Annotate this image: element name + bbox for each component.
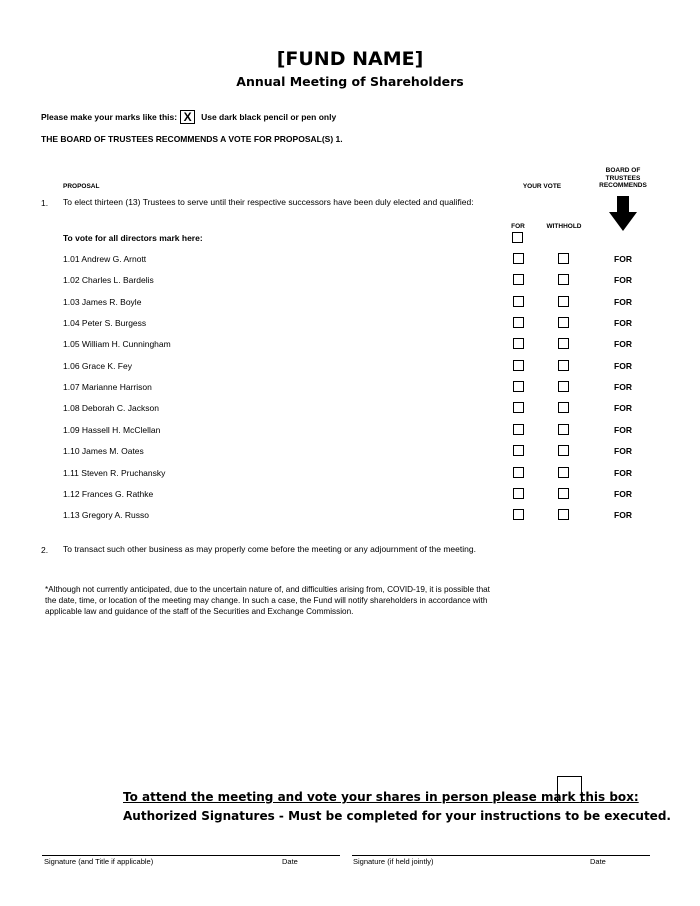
nominee-label: 1.10 James M. Oates: [63, 446, 144, 457]
nominee-label: 1.09 Hassell H. McClellan: [63, 424, 161, 435]
nominee-for-checkbox[interactable]: [513, 381, 524, 392]
nominee-withhold-checkbox[interactable]: [558, 402, 569, 413]
nominee-label: 1.11 Steven R. Pruchansky: [63, 467, 166, 478]
nominee-for-checkbox[interactable]: [513, 296, 524, 307]
board-recommends-header: [596, 167, 650, 190]
covid-notice: *Although not currently anticipated, due to the uncertain nature of, and difficulties arising from, COVID-19, it is possible that the date, time, or location of the meeting may change. In such a case, the Fund will notify shareholders in accordance with applicable law and guidance of the staff of the Securities and Exchange Commission.: [45, 585, 490, 616]
nominee-label: 1.06 Grace K. Fey: [63, 360, 132, 371]
board-header-line3: RECOMMENDS: [599, 182, 647, 189]
nominee-for-checkbox[interactable]: [513, 317, 524, 328]
board-header-line2: TRUSTEES: [605, 174, 641, 182]
nominee-for-checkbox[interactable]: [513, 253, 524, 264]
nominee-withhold-checkbox[interactable]: [558, 253, 569, 264]
nominee-withhold-checkbox[interactable]: [558, 274, 569, 285]
board-recommendation-value: FOR: [614, 275, 632, 286]
board-recommendation-value: FOR: [614, 467, 632, 478]
attend-in-person-label: To attend the meeting and vote your shares in person please mark this box:: [123, 790, 639, 804]
nominee-label: 1.05 William H. Cunningham: [63, 339, 171, 350]
nominee-for-checkbox[interactable]: [513, 274, 524, 285]
meeting-subtitle: Annual Meeting of Shareholders: [236, 74, 464, 89]
board-recommendation-value: FOR: [614, 510, 632, 521]
board-header-line1: BOARD OF: [605, 167, 641, 174]
proposal-header: PROPOSAL: [63, 183, 100, 190]
nominee-for-checkbox[interactable]: [513, 445, 524, 456]
nominee-withhold-checkbox[interactable]: [558, 360, 569, 371]
nominee-withhold-checkbox[interactable]: [558, 445, 569, 456]
fund-name-title: [FUND NAME]: [276, 48, 424, 70]
nominee-withhold-checkbox[interactable]: [558, 381, 569, 392]
signature-line-1[interactable]: [42, 855, 340, 856]
date2-label: Date: [590, 857, 606, 866]
nominee-withhold-checkbox[interactable]: [558, 488, 569, 499]
signature1-label: Signature (and Title if applicable): [44, 857, 154, 866]
vote-all-for-checkbox[interactable]: [512, 232, 523, 243]
marks-label: Please make your marks like this:: [41, 112, 178, 122]
nominee-withhold-checkbox[interactable]: [558, 317, 569, 328]
nominee-withhold-checkbox[interactable]: [558, 338, 569, 349]
date1-label: Date: [282, 857, 298, 866]
board-recommendation-value: FOR: [614, 254, 632, 264]
nominee-for-checkbox[interactable]: [513, 509, 524, 520]
signature-line-2[interactable]: [352, 855, 650, 856]
proposal1-number: 1.: [41, 198, 49, 208]
attend-in-person-checkbox[interactable]: [557, 776, 582, 803]
nominee-label: 1.12 Frances G. Rathke: [63, 488, 154, 499]
your-vote-header: YOUR VOTE: [522, 183, 562, 190]
nominee-for-checkbox[interactable]: [513, 424, 524, 435]
nominee-label: 1.03 James R. Boyle: [63, 296, 142, 307]
nominee-label: 1.07 Marianne Harrison: [63, 382, 152, 393]
board-recommendation-value: FOR: [614, 296, 632, 307]
board-recommendation-text: THE BOARD OF TRUSTEES RECOMMENDS A VOTE FOR PROPOSAL(S) 1.: [41, 134, 343, 144]
proposal2-number: 2.: [41, 545, 49, 555]
mark-example-box: X: [180, 110, 195, 124]
nominee-withhold-checkbox[interactable]: [558, 296, 569, 307]
board-recommendation-value: FOR: [614, 424, 632, 435]
nominee-label: 1.01 Andrew G. Arnott: [63, 254, 147, 264]
board-recommendation-value: FOR: [614, 318, 632, 329]
proposal1-text: To elect thirteen (13) Trustees to serve until their respective successors have been duly elected and qualified:: [63, 197, 474, 207]
nominee-withhold-checkbox[interactable]: [558, 467, 569, 478]
board-recommendation-value: FOR: [614, 360, 632, 371]
down-arrow-icon: [608, 196, 638, 232]
for-header: FOR: [511, 223, 525, 230]
nominee-for-checkbox[interactable]: [513, 488, 524, 499]
nominee-label: 1.04 Peter S. Burgess: [63, 318, 147, 329]
marks-instruction: [41, 110, 336, 124]
all-directors-label: To vote for all directors mark here:: [63, 233, 203, 243]
board-recommendation-value: FOR: [614, 446, 632, 457]
board-recommendation-value: FOR: [614, 488, 632, 499]
board-recommendation-value: FOR: [614, 382, 632, 393]
marks-note: Use dark black pencil or pen only: [201, 112, 337, 122]
authorized-signatures-note: Authorized Signatures - Must be completed for your instructions to be executed.: [123, 809, 671, 823]
nominee-label: 1.02 Charles L. Bardelis: [63, 275, 154, 286]
nominee-for-checkbox[interactable]: [513, 338, 524, 349]
signature2-label: Signature (if held jointly): [353, 857, 434, 866]
proposal2-text: To transact such other business as may properly come before the meeting or any adjournment of the meeting.: [63, 544, 476, 554]
board-recommendation-value: FOR: [614, 403, 632, 414]
nominee-withhold-checkbox[interactable]: [558, 424, 569, 435]
nominee-label: 1.08 Deborah C. Jackson: [63, 403, 159, 414]
nominee-withhold-checkbox[interactable]: [558, 509, 569, 520]
nominee-for-checkbox[interactable]: [513, 402, 524, 413]
withhold-header: WITHHOLD: [546, 223, 582, 230]
nominee-for-checkbox[interactable]: [513, 360, 524, 371]
board-recommendation-value: FOR: [614, 339, 632, 350]
nominee-for-checkbox[interactable]: [513, 467, 524, 478]
nominee-label: 1.13 Gregory A. Russo: [63, 510, 149, 521]
